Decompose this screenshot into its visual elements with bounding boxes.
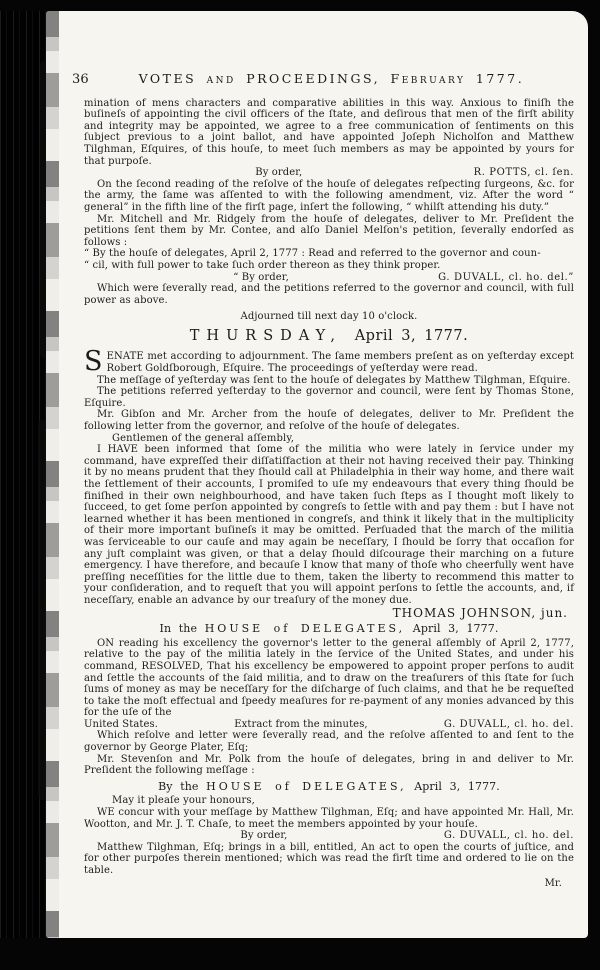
page-number: 36: [72, 72, 89, 87]
by-order-label-2: By order,: [240, 830, 288, 842]
scan-border-bottom: [0, 938, 600, 970]
session-day: THURSDAY,: [189, 327, 342, 344]
extract-line: [84, 719, 574, 731]
heading-prefix: By the: [158, 779, 199, 793]
extract-left-text: United States.: [84, 718, 159, 730]
paragraph-senate-met: [84, 346, 574, 378]
paragraph-bill-courts: Matthew Tilghman, Eſq; brings in a bill, entitled, An act to open the courts of juſtice, and for other purpoſes therein mentioned; which was read the firſt time and ordered to lie on the table.: [84, 841, 574, 876]
heading-date: April 3, 1777.: [412, 622, 499, 636]
paragraph-message-sent: The meſſage of yeſterday was ſent to the houſe of delegates by Matthew Tilghman, Eſquire.: [97, 374, 571, 386]
paragraph-second-reading: On the ſecond reading of the reſolve of the houſe of delegates reſpecting ſurgeons, &c. for the army, the ſame was aſſented to with the following amendment, viz. After the word “ general” in the fifth line of the firſt page, inſert the following, “ whilſt attending his duty.”: [84, 178, 574, 213]
running-header-title: VOTES and PROCEEDINGS, February 1777.: [138, 71, 525, 86]
by-order-line: [84, 167, 574, 179]
heading-date: April 3, 1777.: [414, 779, 500, 793]
session-heading-thursday: [84, 327, 574, 344]
running-header: [72, 71, 574, 87]
extract-center-text: Extract from the minutes,: [234, 718, 368, 730]
heading-title: HOUSE of DELEGATES,: [204, 622, 406, 636]
governor-letter-body: I HAVE been informed that ſome of the militia who were lately in ſervice under my command, have expreſſed their diſſatiſfaction at their not having received their pay. Thinking it by no means prudent that they ſhould call at Philadelphia in their way home, and there wait the ſettlement of their accounts, I promiſed to uſe my endeavours that every thing ſhould be finiſhed in their own neighbourhood, and have taken ſuch ſteps as I thought moſt likely to ſucceed, to get ſome perſon appointed by congreſs to ſettle with and pay them : but I have not learned whether it has been mentioned in congreſs, and think it likely that in the multiplicity of their more important buſineſs it may be omitted. Perſuaded that the march of the militia was ſerviceable to our cauſe and may again be neceſſary, I ſhould be ſorry that occaſion for any juſt complaint was given, or that a delay ſhould diſcourage their marching on a future emergency. I have therefore, and becauſe I know that many of thoſe who cheerfully went have preſſing neceſſities for the little due to them, taken the liberty to recommend this matter to your conſideration, and to requeſt that you will appoint perſons to ſettle the accounts, and, if neceſſary, enable an advance by our treaſury of the money due.: [84, 444, 574, 606]
session-date: April 3, 1777.: [354, 327, 469, 344]
paragraph-continuation: mination of mens characters and comparative abilities in this way. Anxious to finiſh the buſineſs of appointing the civil officers of the ſtate, and deſirous that men of the firſt ability and integrity may be appointed, we agree to a free communication of ſentiments on this ſubject previous to a joint ballot, and have appointed Joſeph Nicholſon and Matthew Tilghman, Eſquires, of this houſe, to meet ſuch members as may be appointed by yours for that purpoſe.: [84, 97, 574, 167]
adjournment-line: Adjourned till next day 10 o'clock.: [240, 311, 418, 323]
paragraph-mitchell-ridgely: Mr. Mitchell and Mr. Ridgely from the houſe of delegates, deliver to Mr. Preſident the petitions ſent them by Mr. Contee, and alſo Daniel Melſon's petition, ſeverally endorſed as follows :: [84, 213, 574, 248]
by-order-line-quoted: [84, 272, 574, 284]
page-content: [72, 71, 575, 889]
paragraph-stevenson-polk: Mr. Stevenſon and Mr. Polk from the houſe of delegates, bring in and deliver to Mr. Preſident the following meſſage :: [84, 753, 574, 777]
senate-dropcap: S: [84, 346, 103, 378]
message-salutation: May it pleaſe your honours,: [112, 795, 255, 807]
section-heading-house-2: [84, 781, 574, 793]
clerk-signature-duvall-3: G. DUVALL, cl. ho. del.: [443, 830, 575, 842]
scan-border-right: [588, 0, 600, 970]
paragraph-petitions-sent: The petitions referred yeſterday to the governor and council, were ſent by Thomas Stone, Eſquire.: [84, 386, 574, 409]
quoted-endorsement-line1: “ By the houſe of delegates, April 2, 1777 : Read and referred to the governor and coun-: [84, 248, 541, 260]
section-heading-house-1: [84, 623, 574, 635]
letter-salutation: Gentlemen of the general aſſembly,: [112, 432, 295, 444]
paragraph-on-reading-resolve: ON reading his excellency the governor's letter to the general aſſembly of April 2, 1777, relative to the pay of the militia lately in the ſervice of the United States, and under his command, RESOLVED, That his excellency be empowered to appoint proper perſons to audit and ſettle the accounts of the ſaid militia, and to draw on the treaſurers of this ſtate for ſuch ſums of money as may be neceſſary for the diſcharge of ſuch claims, and that he be requeſted to take the moſt effectual and ſpeedy meaſures for re-payment of any monies advanced by this for the uſe of the: [84, 637, 574, 719]
senate-text: ENATE met according to adjournment. The ſame members preſent as on yeſterday except Robert Goldſborough, Eſquire. The proceedings of yeſterday were read.: [106, 351, 574, 375]
paragraph-we-concur: WE concur with your meſſage by Matthew Tilghman, Eſq; and have appointed Mr. Hall, Mr. Wootton, and Mr. J. T. Chaſe, to meet the members appointed by your houſe.: [84, 807, 574, 830]
paragraph-gibson-archer: Mr. Gibſon and Mr. Archer from the houſe of delegates, deliver to Mr. Preſident the following letter from the governor, and reſolve of the houſe of delegates.: [84, 409, 574, 433]
by-order-line-2: [84, 830, 574, 842]
document-page: [46, 11, 588, 938]
paragraph-which-resolve: Which reſolve and letter were ſeverally read, and the reſolve aſſented to and ſent to the governor by George Plater, Eſq;: [84, 730, 574, 754]
quoted-endorsement-line2: “ cil, with full power to take ſuch order thereon as they think proper.: [84, 259, 441, 271]
catchword: Mr.: [544, 877, 562, 889]
scan-border-top: [0, 0, 600, 11]
clerk-signature-duvall-2: G. DUVALL, cl. ho. del.: [443, 718, 574, 730]
heading-prefix: In the: [159, 622, 198, 636]
clerk-signature-duvall: G. DUVALL, cl. ho. del.”: [438, 271, 575, 283]
letter-signature-johnson: THOMAS JOHNSON, jun.: [392, 605, 568, 620]
by-order-label: By order,: [255, 167, 303, 179]
paragraph-which-read: Which were ſeverally read, and the petitions referred to the governor and council, with full power as above.: [84, 283, 574, 306]
by-order-quoted-label: “ By order,: [233, 271, 289, 283]
clerk-signature-potts: R. POTTS, cl. ſen.: [473, 167, 575, 179]
heading-title: HOUSE of DELEGATES,: [206, 779, 407, 793]
